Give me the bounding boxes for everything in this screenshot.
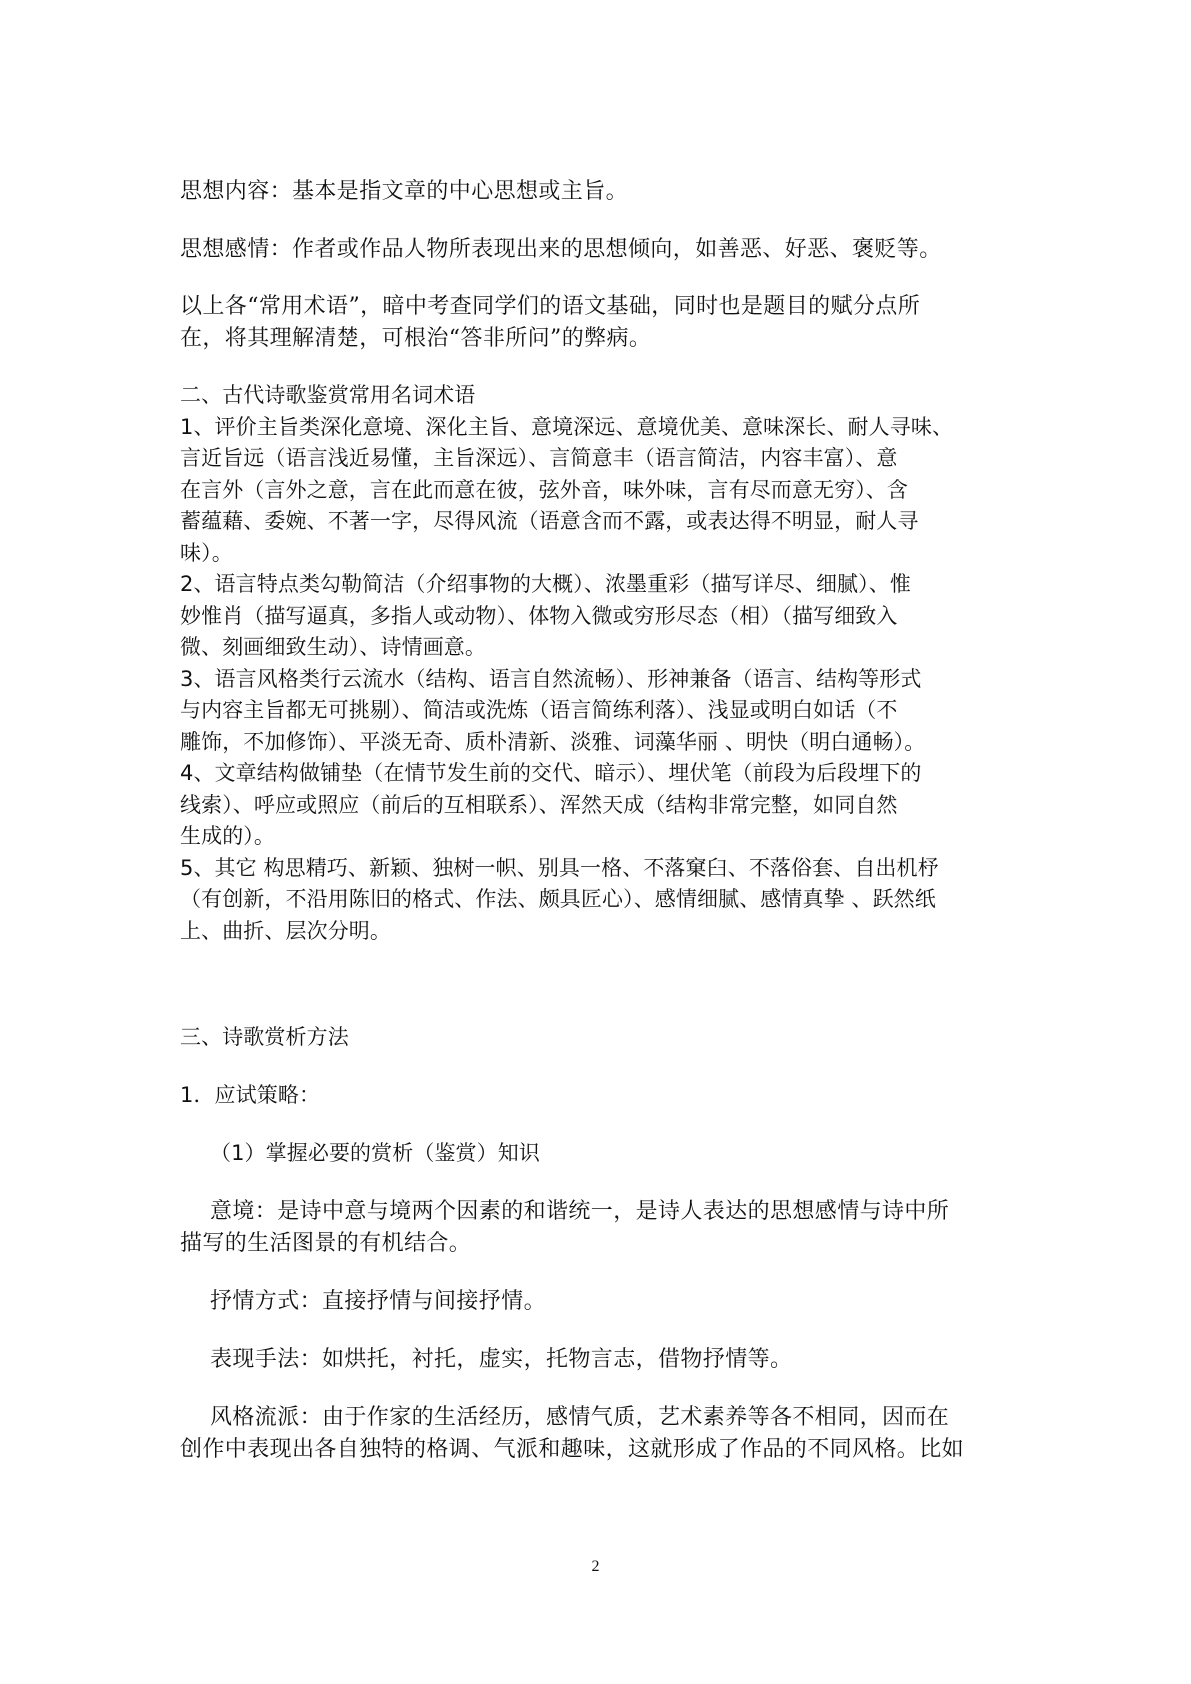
section-2-block: 二、古代诗歌鉴赏常用名词术语 1、评价主旨类深化意境、深化主旨、意境深远、意境优美、意味深长、耐人寻味、 言近旨远（语言浅近易懂，主旨深远）、言简意丰（语言简洁，内容丰富）、意 在言外（言外之意，言在此而意在彼，弦外音，味外味，言有尽而意无穷）、含 蓄蕴藉、委婉、不著一字，尽得风流（语意含而不露，或表达得不明显，耐人寻 味）。 2、语言特点类勾勒简洁（介绍事物的大概）、浓墨重彩（描写详尽、细腻）、惟 妙惟肖（描写逼真，多指人或动物）、体物入微或穷形尽态（相）（描写细致入 微、刻画细致生动）、诗情画意。 3、语言风格类行云流水（结构、语言自然流畅）、形神兼备（语言、结构等形式 与内容主旨都无可挑剔）、简洁或洗炼（语言简练利落）、浅显或明白如话（不 雕饰，不加修饰）、平淡无奇、质朴清新、淡雅、词藻华丽 、明快（明白通畅）。 4、文章结构做铺垫（在情节发生前的交代、暗示）、埋伏笔（前段为后段埋下的 线索）、呼应或照应（前后的互相联系）、浑然天成（结构非常完整，如同自然 生成的）。 5、其它 构思精巧、新颖、独树一帜、别具一格、不落窠臼、不落俗套、自出机杼 （有创新，不沿用陈旧的格式、作法、颇具匠心）、感情细腻、感情真挚 、跃然纸 上、曲折、层次分明。 (180, 380, 1030, 947)
list-item: 2、语言特点类勾勒简洁（介绍事物的大概）、浓墨重彩（描写详尽、细腻）、惟 (180, 572, 911, 596)
paragraph-summary: 以上各“常用术语”，暗中考查同学们的语文基础，同时也是题目的赋分点所 在，将其理解清楚，可根治“答非所问”的弊病。 (180, 294, 921, 351)
strategy-heading: 1．应试策略： (180, 1083, 321, 1107)
paragraph-yijing: 意境：是诗中意与境两个因素的和谐统一，是诗人表达的思想感情与诗中所 描写的生活图景的有机结合。 (180, 1199, 950, 1256)
strategy-subheading: （1）掌握必要的赏析（鉴赏）知识 (210, 1141, 540, 1165)
list-item: 5、其它 构思精巧、新颖、独树一帜、别具一格、不落窠臼、不落俗套、自出机杼 (180, 855, 939, 880)
paragraph-shuqing: 抒情方式：直接抒情与间接抒情。 (210, 1289, 547, 1314)
list-item: 3、语言风格类行云流水（结构、语言自然流畅）、形神兼备（语言、结构等形式 (180, 666, 922, 691)
paragraph-fengge: 风格流派：由于作家的生活经历，感情气质，艺术素养等各不相同，因而在 创作中表现出各自独特的格调、气派和趣味，这就形成了作品的不同风格。比如 (180, 1405, 965, 1462)
list-item: 4、文章结构做铺垫（在情节发生前的交代、暗示）、埋伏笔（前段为后段埋下的 (180, 761, 922, 785)
paragraph-sixiang-ganqing: 思想感情：作者或作品人物所表现出来的思想倾向，如善恶、好恶、褒贬等。 (180, 237, 942, 262)
section-3-heading: 三、诗歌赏析方法 (180, 1025, 349, 1049)
paragraph-sixiang-neirong: 思想内容：基本是指文章的中心思想或主旨。 (180, 179, 629, 204)
section-2-heading: 二、古代诗歌鉴赏常用名词术语 (180, 383, 476, 407)
page-number: 2 (591, 1558, 600, 1575)
paragraph-biaoxian: 表现手法：如烘托，衬托，虚实，托物言志，借物抒情等。 (210, 1347, 793, 1372)
list-item: 1、评价主旨类深化意境、深化主旨、意境深远、意境优美、意味深长、耐人寻味、 (180, 414, 954, 439)
